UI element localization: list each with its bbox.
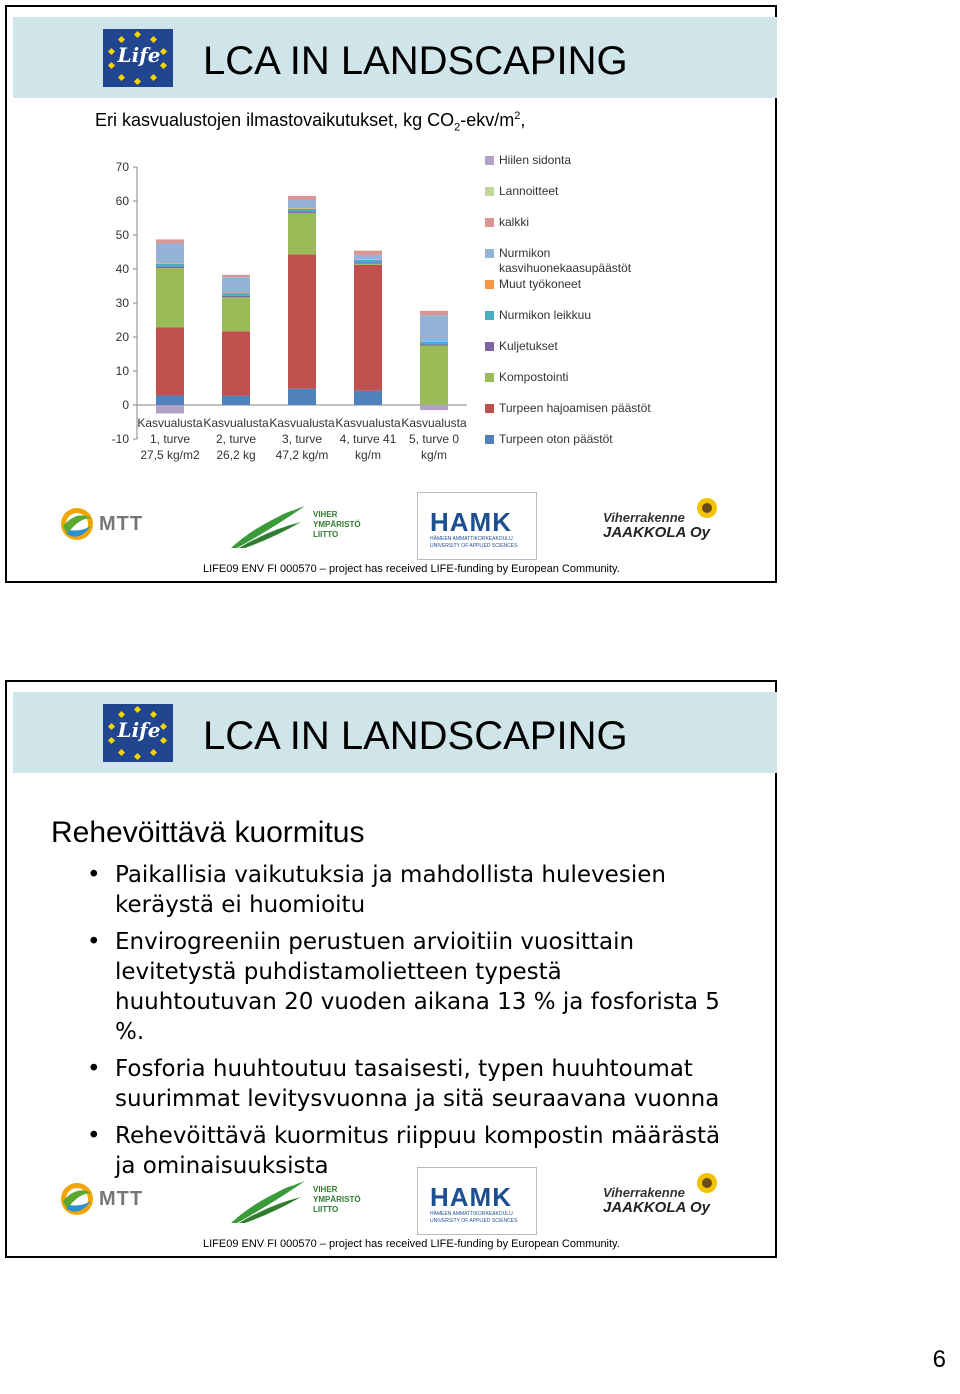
y-tick-label: 70 [115,160,129,174]
bar-segment [156,267,184,268]
bar-segment [222,275,250,277]
x-category-label: Kasvualusta [203,416,269,430]
bar-segment [222,277,250,292]
viher-text-1: VIHER [313,1185,338,1194]
bar-segment [222,296,250,297]
bar-segment [420,346,448,406]
bar-segment [354,264,382,265]
legend-swatch [485,435,494,444]
bullet-item [85,927,725,1047]
viher-text-3: LIITTO [313,530,339,539]
y-tick-label: 10 [115,364,129,378]
x-category-label: Kasvualusta [335,416,401,430]
bar-segment [354,255,382,259]
bullet-marker: • [87,1123,101,1149]
viher-text-1: VIHER [313,510,338,519]
bar-segment [420,341,448,342]
page-number: 6 [932,1346,946,1373]
slide-2 [5,680,777,1258]
y-tick-label: 60 [115,194,129,208]
bar-segment [354,251,382,256]
legend-swatch [485,249,494,258]
eu-life-logo [103,704,173,762]
legend-swatch [485,280,494,289]
jaakkola-text-1: Viherrakenne [603,510,685,525]
legend-item [485,401,651,416]
stacked-bar-chart [87,155,487,475]
hamk-subtitle-2: UNIVERSITY OF APPLIED SCIENCES [430,543,518,549]
bullet-text: Rehevöittävä kuormitus riippuu kompostin määrästä ja ominaisuuksista [115,1123,721,1179]
hamk-logo-text: HAMK [430,1182,512,1212]
bar-segment [288,389,316,405]
bar-segment [288,196,316,200]
legend-swatch [485,404,494,413]
viherymparisto-leaf-icon [229,502,309,550]
legend-swatch [485,373,494,382]
hamk-logo [417,492,537,560]
legend-item [485,339,558,354]
x-category-label: 4, turve 41 [339,432,397,446]
y-tick-label: -10 [111,432,129,446]
bar-segment [420,315,448,341]
bullet-marker: • [87,1056,101,1082]
bullet-text: Fosforia huuhtoutuu tasaisesti, typen huuhtoumat suurimmat levitysvuonna ja sitä seuraavana vuonna [115,1056,720,1112]
jaakkola-text-2: JAAKKOLA Oy [603,524,710,541]
x-category-label: kg/m [354,448,382,462]
legend-item [485,215,529,230]
slide-title: LCA IN LANDSCAPING [203,714,628,758]
bar-segment [156,395,184,405]
x-category-label: 2, turve [215,432,257,446]
y-tick-label: 40 [115,262,129,276]
slide-title: LCA IN LANDSCAPING [203,39,628,83]
legend-label: Turpeen hajoamisen päästöt [499,401,651,415]
x-category-label: Kasvualusta [401,416,467,430]
bar-segment [288,212,316,213]
hamk-subtitle-1: HÄMEEN AMMATTIKORKEAKOULU [430,536,513,542]
bar-segment [420,311,448,315]
x-category-label: kg/m [420,448,448,462]
bar-segment [288,213,316,254]
bar-segment [354,259,382,260]
bar-segment [288,208,316,209]
mtt-logo-text: MTT [99,1188,144,1210]
legend-label: Kuljetukset [499,339,558,353]
bar-segment [156,268,184,328]
legend-swatch [485,187,494,196]
eu-life-logo [103,29,173,87]
x-category-label: Kasvualusta [137,416,203,430]
legend-label: Lannoitteet [499,184,559,198]
legend-item [485,246,631,276]
hamk-subtitle-2: UNIVERSITY OF APPLIED SCIENCES [430,1218,518,1224]
legend-label: Hiilen sidonta [499,153,572,167]
viher-text-3: LIITTO [313,1205,339,1214]
legend-swatch [485,311,494,320]
x-category-label: Kasvualusta [269,416,335,430]
legend-label: Nurmikon leikkuu [499,308,592,322]
bar-segment [354,391,382,405]
bar-segment [288,200,316,208]
chart-subtitle: Eri kasvualustojen ilmastovaikutukset, kg $CO_2-ekv/m^2$, [95,110,526,134]
bar-segment [288,209,316,212]
legend-label: Muut työkoneet [499,277,582,291]
bullet-marker: • [87,862,101,888]
slide-1 [5,5,777,583]
bar-segment [156,264,184,267]
bar-segment [156,244,184,264]
bar-segment [288,254,316,388]
bar-segment [420,344,448,345]
bullet-list [85,860,725,1188]
bar-segment [354,263,382,264]
legend-item [485,370,568,385]
bar-segment [420,405,448,410]
y-tick-label: 0 [122,398,129,412]
bar-segment [222,292,250,293]
y-tick-label: 30 [115,296,129,310]
x-category-label: 3, turve [281,432,323,446]
bar-segment [354,265,382,391]
jaakkola-logo [599,494,729,550]
x-category-label: 1, turve [149,432,191,446]
life-logo-text: Life [117,718,161,742]
jaakkola-text-2: JAAKKOLA Oy [603,1199,710,1216]
legend-item [485,184,558,199]
bar-segment [156,239,184,243]
content-heading: Rehevöittävä kuormitus [51,816,365,849]
hamk-subtitle-1: HÄMEEN AMMATTIKORKEAKOULU [430,1211,513,1217]
x-category-label: 26,2 kg [216,448,256,462]
legend-item [485,277,581,292]
bar-segment [222,293,250,296]
bar-segment [420,342,448,345]
legend-swatch [485,218,494,227]
legend-swatch [485,156,494,165]
jaakkola-text-1: Viherrakenne [603,1185,685,1200]
bar-segment [354,260,382,263]
mtt-logo-text: MTT [99,513,144,535]
x-category-label: 47,2 kg/m [275,448,329,462]
legend-label: Turpeen oton päästöt [499,432,613,446]
footer-funding-note: LIFE09 ENV FI 000570 – project has received LIFE-funding by European Community. [203,563,620,575]
bullet-item [85,860,725,920]
bullet-text: Paikallisia vaikutuksia ja mahdollista hulevesien keräystä ei huomioitu [115,862,666,918]
legend-label: kalkki [499,215,530,229]
legend-item [485,432,613,447]
bullet-marker: • [87,929,101,955]
hamk-logo-text: HAMK [430,507,512,537]
bullet-item [85,1054,725,1114]
bullet-text: Envirogreeniin perustuen arvioitiin vuosittain levitetystä puhdistamolietteen typestä huuhtoutuvan 20 vuoden aikana 13 % ja fosforista 5 %. [115,929,720,1045]
footer-funding-note: LIFE09 ENV FI 000570 – project has received LIFE-funding by European Community. [203,1238,620,1250]
viher-text-2: YMPÄRISTÖ [313,520,361,529]
partner-logos [47,492,747,552]
legend-label: Nurmikon kasvihuonekaasupäästöt [499,246,632,275]
bar-segment [156,327,184,395]
legend-label: Kompostointi [499,370,569,384]
legend-swatch [485,342,494,351]
x-category-label: 27,5 kg/m2 [140,448,200,462]
bar-segment [222,396,250,405]
y-tick-label: 20 [115,330,129,344]
bar-segment [222,297,250,331]
viher-text-2: YMPÄRISTÖ [313,1195,361,1204]
legend-item [485,308,591,323]
bar-segment [156,405,184,414]
viherymparisto-logo [229,502,369,550]
bar-segment [222,331,250,396]
bullet-item [85,1121,725,1181]
mtt-logo [57,504,167,544]
x-category-label: 5, turve 0 [408,432,460,446]
y-tick-label: 50 [115,228,129,242]
bar-segment [156,263,184,264]
legend-item [485,153,571,168]
life-logo-text: Life [117,43,161,67]
